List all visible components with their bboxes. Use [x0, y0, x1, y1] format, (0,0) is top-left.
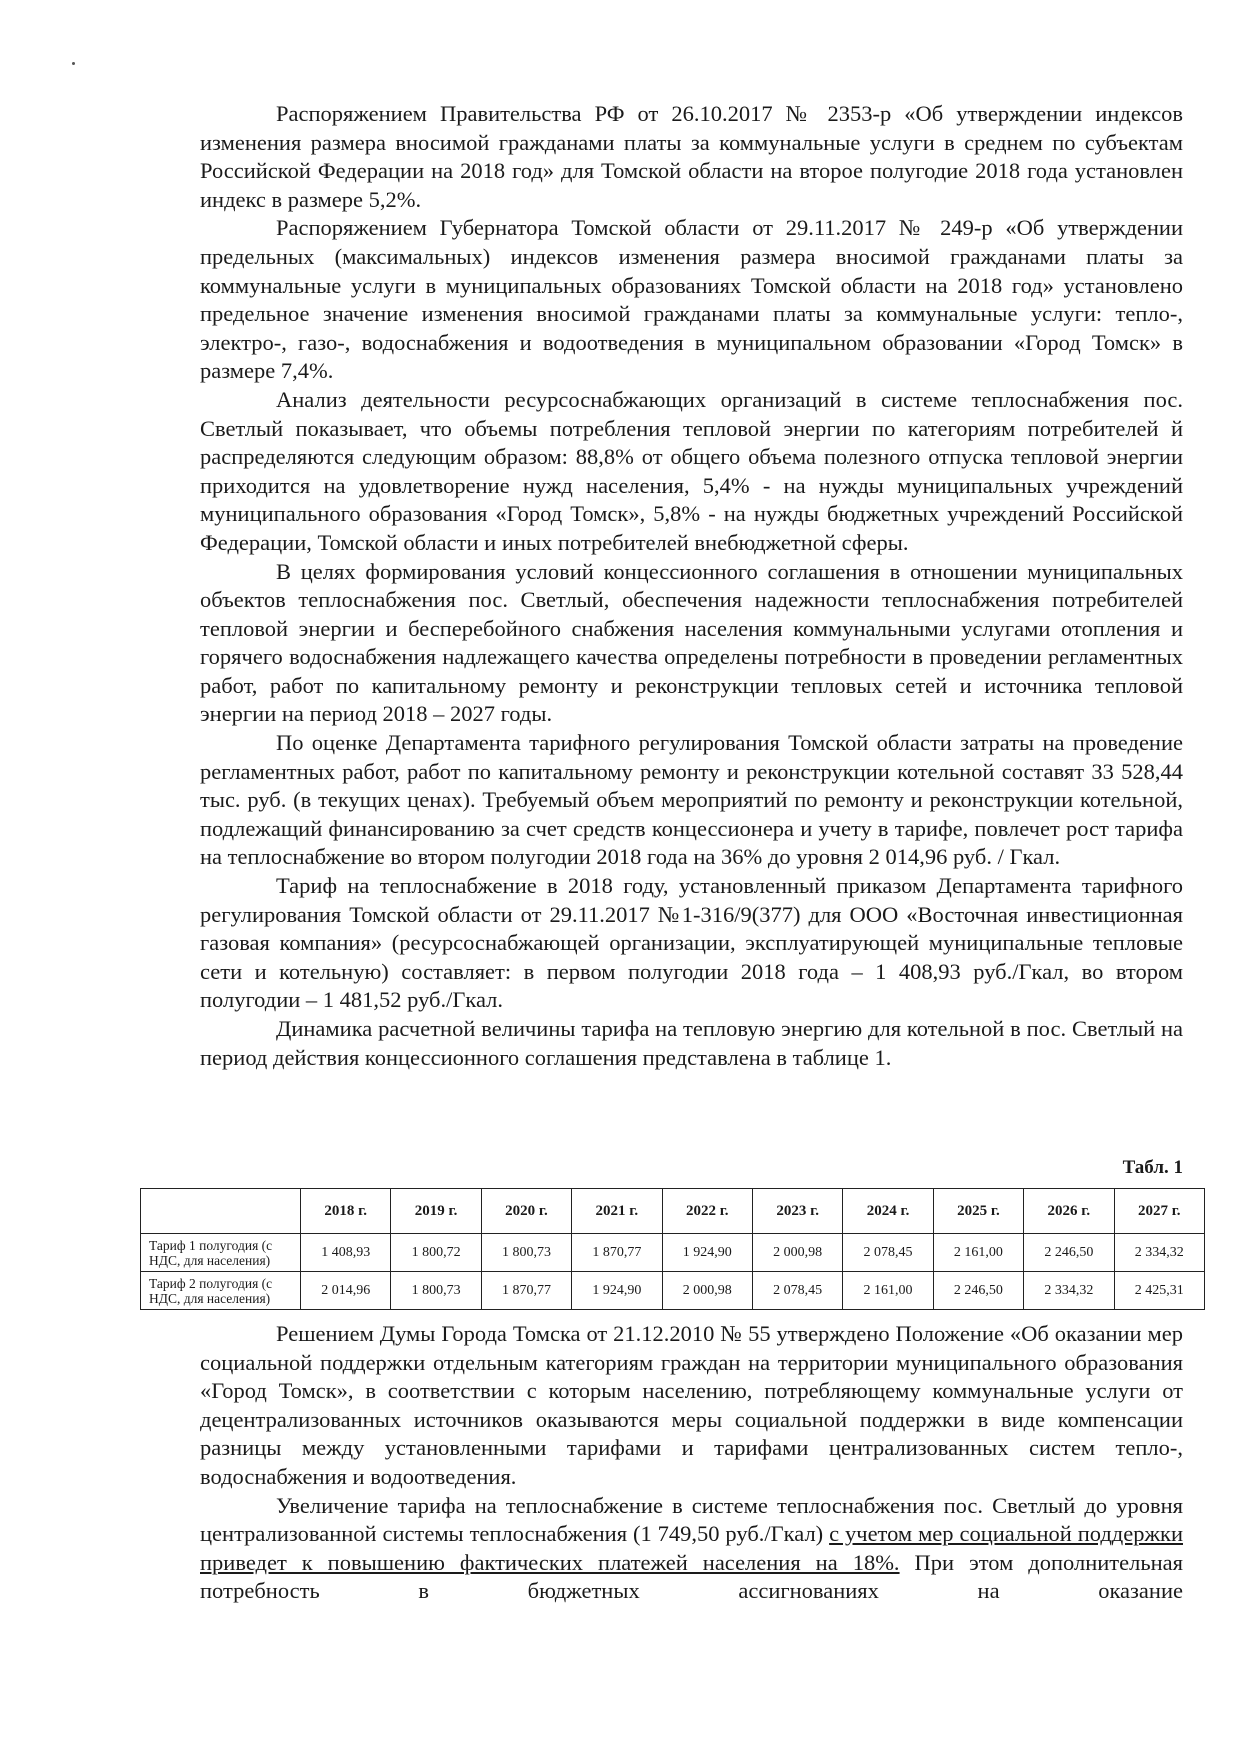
paragraph-7: Динамика расчетной величины тарифа на тепловую энергию для котельной в пос. Светлый на период действия концессионного соглашения представлена в таблице 1.: [200, 1016, 1183, 1070]
paragraph-3: Анализ деятельности ресурсоснабжающих организаций в системе теплоснабжения пос. Светлый показывает, что объемы потребления тепловой энергии по категориям потребителей й распределяются следующим образом: 88,8% от общего объема полезного отпуска тепловой энергии приходится на удовлетворение нужд населения, 5,4% - на нужды муниципальных учреждений муниципального образования «Город Томск», 5,8% - на нужды бюджетных учреждений Российской Федерации, Томской области и иных потребителей внебюджетной сферы.: [200, 386, 1183, 555]
table-cell: 1 800,72: [391, 1234, 481, 1272]
table-header-cell: 2018 г.: [301, 1189, 391, 1234]
table-cell: 2 334,32: [1024, 1272, 1114, 1310]
table-cell: 2 000,98: [662, 1272, 752, 1310]
table-header-row: [141, 1189, 1205, 1234]
table-cell: 1 924,90: [662, 1234, 752, 1272]
paragraph-2: Распоряжением Губернатора Томской области от 29.11.2017 № 249-р «Об утверждении предельных (максимальных) индексов изменения размера вносимой гражданами платы за коммунальные услуги в муниципальных образованиях Томской области на 2018 год» установлено предельное значение изменения вносимой гражданами платы за коммунальные услуги: тепло-, электро-, газо-, водоснабжения и водоотведения в муниципальном образовании «Город Томск» в размере 7,4%.: [200, 215, 1183, 384]
paragraph-9-lead: Увеличение тарифа на теплоснабжение в системе теплоснабжения пос. Светлый до уровня централизованной системы теплоснабжения (1 749,50 руб./Гкал): [200, 1492, 1183, 1547]
paragraph-8: Решением Думы Города Томска от 21.12.2010 № 55 утверждено Положение «Об оказании мер социальной поддержки отдельным категориям граждан на территории муниципального образования «Город Томск», в соответствии с которым населению, потребляющему коммунальные услуги от децентрализованных источников оказываются меры социальной поддержки в виде компенсации разницы между установленными тарифами и тарифами централизованных систем тепло-, водоснабжения и водоотведения.: [200, 1321, 1183, 1489]
table-header-cell: 2021 г.: [572, 1189, 662, 1234]
paragraph-1: Распоряжением Правительства РФ от 26.10.2017 № 2353-р «Об утверждении индексов изменения размера вносимой гражданами платы за коммунальные услуги в среднем по субъектам Российской Федерации на 2018 год» для Томской области на второе полугодие 2018 года установлен индекс в размере 5,2%.: [200, 101, 1183, 212]
table-cell: 2 246,50: [933, 1272, 1023, 1310]
table-header-cell: 2024 г.: [843, 1189, 933, 1234]
table-header-cell: 2020 г.: [481, 1189, 571, 1234]
table-cell: 2 425,31: [1114, 1272, 1204, 1310]
paragraph-9-underlined: с учетом мер социальной поддержки приведет к повышению фактических платежей населения на 18%.: [200, 1521, 1183, 1575]
table-header-cell: 2023 г.: [752, 1189, 842, 1234]
table-cell: 2 246,50: [1024, 1234, 1114, 1272]
table-cell: 2 334,32: [1114, 1234, 1204, 1272]
paragraph-5: По оценке Департамента тарифного регулирования Томской области затраты на проведение регламентных работ, работ по капитальному ремонту и реконструкции котельной составят 33 528,44 тыс. руб. (в текущих ценах). Требуемый объем мероприятий по ремонту и реконструкции котельной, подлежащий финансированию за счет средств концессионера и учету в тарифе, повлечет рост тарифа на теплоснабжение во втором полугодии 2018 года на 36% до уровня 2 014,96 руб. / Гкал.: [200, 730, 1183, 870]
table-header-cell: 2019 г.: [391, 1189, 481, 1234]
paragraph-6: Тариф на теплоснабжение в 2018 году, установленный приказом Департамента тарифного регулирования Томской области от 29.11.2017 №1-316/9(377) для ООО «Восточная инвестиционная газовая компания» (ресурсоснабжающей организации, эксплуатирующей муниципальные тепловые сети и котельную) составляет: в первом полугодии 2018 года – 1 408,93 руб./Гкал, во втором полугодии – 1 481,52 руб./Гкал.: [200, 873, 1183, 1013]
paragraph-9: [200, 1492, 1183, 1606]
table-cell: 1 408,93: [301, 1234, 391, 1272]
table-caption: Табл. 1: [1122, 1157, 1183, 1178]
table-header-cell: 2025 г.: [933, 1189, 1023, 1234]
table-cell: 2 078,45: [843, 1234, 933, 1272]
body-text-upper: [200, 100, 1183, 1072]
table-header-cell: [141, 1189, 301, 1234]
table-header-cell: 2026 г.: [1024, 1189, 1114, 1234]
tariff-table: [140, 1188, 1205, 1310]
table-cell: 1 870,77: [481, 1272, 571, 1310]
row-label: Тариф 2 полугодия (с НДС, для населения): [141, 1272, 301, 1310]
table-cell: 2 161,00: [933, 1234, 1023, 1272]
table-row: [141, 1234, 1205, 1272]
table-cell: 1 924,90: [572, 1272, 662, 1310]
table-header-cell: 2027 г.: [1114, 1189, 1204, 1234]
scan-speck: [72, 62, 75, 65]
table-header-cell: 2022 г.: [662, 1189, 752, 1234]
row-label: Тариф 1 полугодия (с НДС, для населения): [141, 1234, 301, 1272]
table-cell: 1 870,77: [572, 1234, 662, 1272]
table-cell: 1 800,73: [391, 1272, 481, 1310]
table-cell: 2 014,96: [301, 1272, 391, 1310]
paragraph-9-tail: При этом дополнительная потребность в бюджетных ассигнованиях на оказание: [200, 1549, 1183, 1604]
paragraph-4: В целях формирования условий концессионного соглашения в отношении муниципальных объектов теплоснабжения пос. Светлый, обеспечения надежности теплоснабжения потребителей тепловой энергии и бесперебойного снабжения населения коммунальными услугами отопления и горячего водоснабжения надлежащего качества определены потребности в проведении регламентных работ, работ по капитальному ремонту и реконструкции тепловых сетей и источника тепловой энергии на период 2018 – 2027 годы.: [200, 558, 1183, 727]
table-cell: 2 161,00: [843, 1272, 933, 1310]
tariff-table-wrapper: [140, 1188, 1205, 1310]
table-cell: 2 000,98: [752, 1234, 842, 1272]
table-cell: 2 078,45: [752, 1272, 842, 1310]
table-row: [141, 1272, 1205, 1310]
body-text-lower: [200, 1320, 1183, 1606]
table-cell: 1 800,73: [481, 1234, 571, 1272]
